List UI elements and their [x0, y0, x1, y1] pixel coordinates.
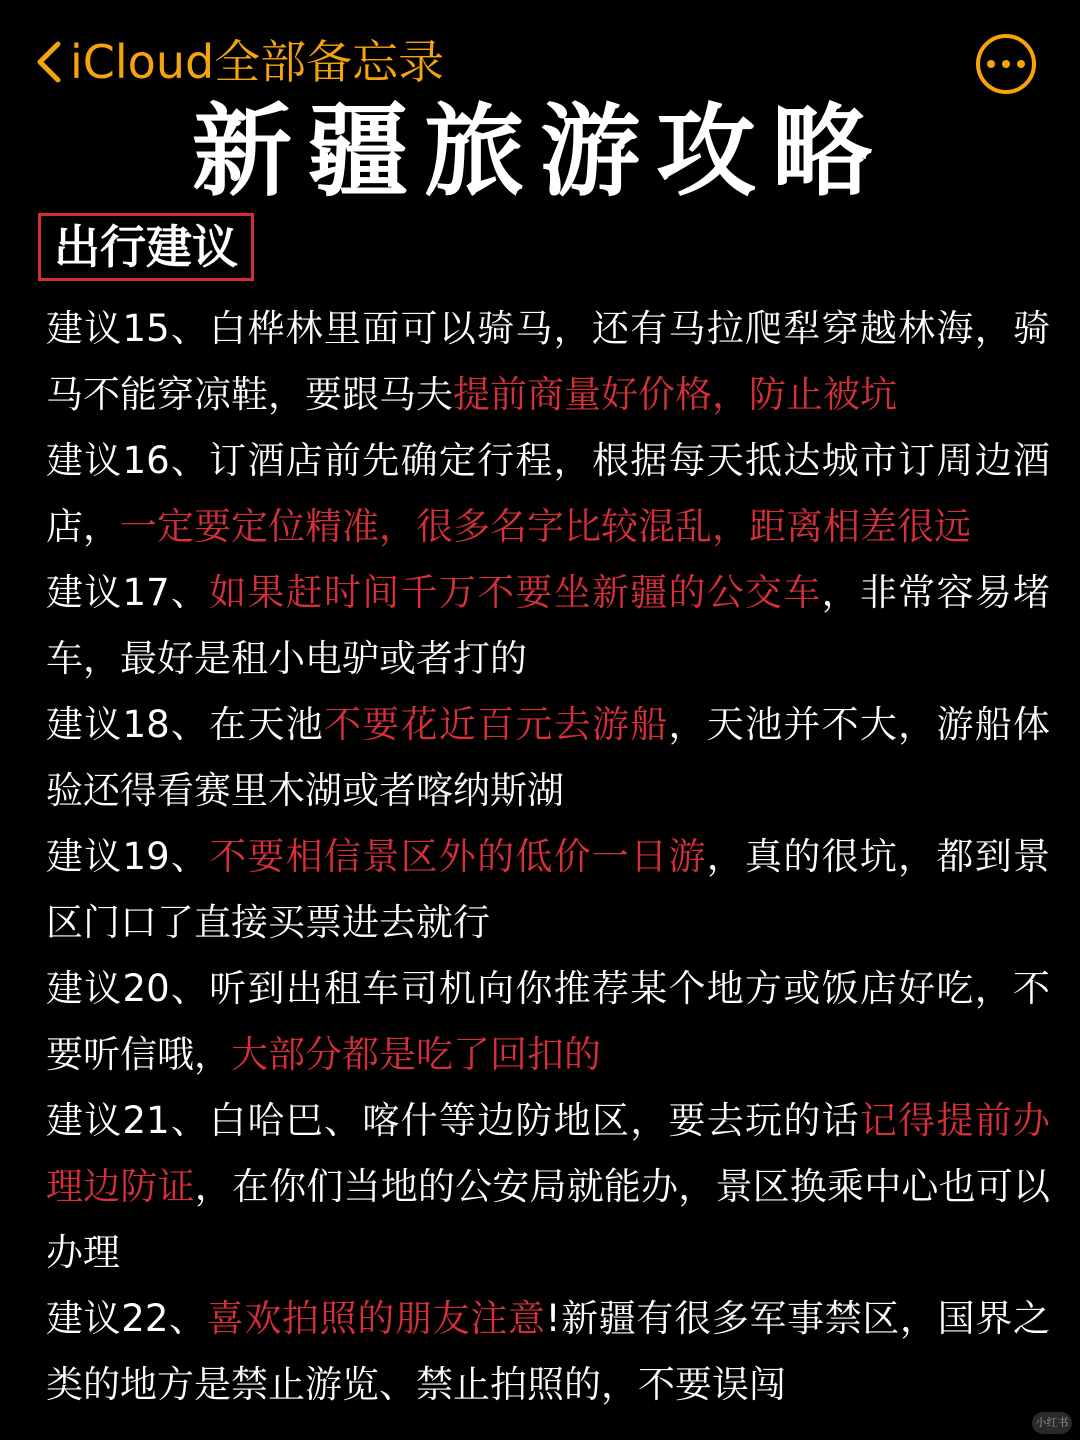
tip-text: 建议16、订酒店前先确定行程，根据每天抵达城市订周边酒店， [46, 439, 1050, 548]
tip-paragraph [46, 956, 1050, 1088]
tip-paragraph [46, 1286, 1050, 1418]
tip-text: 建议15、白桦林里面可以骑马，还有马拉爬犁穿越林海，骑马不能穿凉鞋，要跟马夫 [46, 307, 1050, 416]
tip-text: ，天池并不大，游船体验还得看赛里木湖或者喀纳斯湖 [46, 703, 1051, 812]
ellipsis-dot [1017, 60, 1025, 68]
tip-paragraph [46, 560, 1050, 692]
tip-highlight: 喜欢拍照的朋友注意 [206, 1297, 546, 1340]
tip-highlight: 不要相信景区外的低价一日游 [209, 835, 707, 878]
tip-text: 建议18、在天池 [46, 703, 325, 746]
tip-text: 建议19、 [46, 835, 210, 878]
tip-paragraph [46, 692, 1050, 824]
tip-text: 建议21、白哈巴、喀什等边防地区，要去玩的话 [46, 1099, 860, 1142]
note-title: 新疆旅游攻略 [192, 93, 888, 210]
tip-paragraph [46, 824, 1050, 956]
more-options-button[interactable] [976, 34, 1036, 94]
tip-text: !新疆有很多军事禁区，国界之类的地方是禁止游览、禁止拍照的，不要误闯 [46, 1297, 1050, 1406]
tip-paragraph [46, 296, 1050, 428]
tip-text: 建议20、听到出租车司机向你推荐某个地方或饭店好吃，不要听信哦， [46, 967, 1050, 1076]
tip-text: ，在你们当地的公安局就能办，景区换乘中心也可以办理 [46, 1165, 1051, 1274]
tip-highlight: 一定要定位精准，很多名字比较混乱，距离相差很远 [120, 505, 971, 548]
ellipsis-dot [1002, 60, 1010, 68]
tip-highlight: 提前商量好价格，防止被坑 [453, 373, 897, 416]
section-heading [38, 213, 254, 281]
tip-highlight: 不要花近百元去游船 [324, 703, 669, 746]
back-button[interactable] [34, 32, 444, 92]
tip-highlight: 记得提前办理边防证 [46, 1099, 1050, 1208]
ellipsis-circle-icon [987, 60, 995, 68]
navigation-bar [0, 0, 1080, 100]
tip-text: ，非常容易堵车，最好是租小电驴或者打的 [46, 571, 1050, 680]
tip-text: 建议17、 [46, 571, 210, 614]
section-label: 出行建议 [54, 220, 238, 274]
watermark-logo: 小红书 [1032, 1412, 1072, 1434]
tip-text: ，真的很坑，都到景区门口了直接买票进去就行 [46, 835, 1050, 944]
tip-paragraph [46, 428, 1050, 560]
back-label: iCloud全部备忘录 [70, 35, 445, 89]
tip-highlight: 大部分都是吃了回扣的 [231, 1033, 601, 1076]
note-body [46, 296, 1050, 1418]
tip-text: 建议22、 [46, 1297, 207, 1340]
tip-paragraph [46, 1088, 1050, 1286]
chevron-left-icon [34, 32, 70, 92]
tip-highlight: 如果赶时间千万不要坐新疆的公交车 [209, 571, 822, 614]
